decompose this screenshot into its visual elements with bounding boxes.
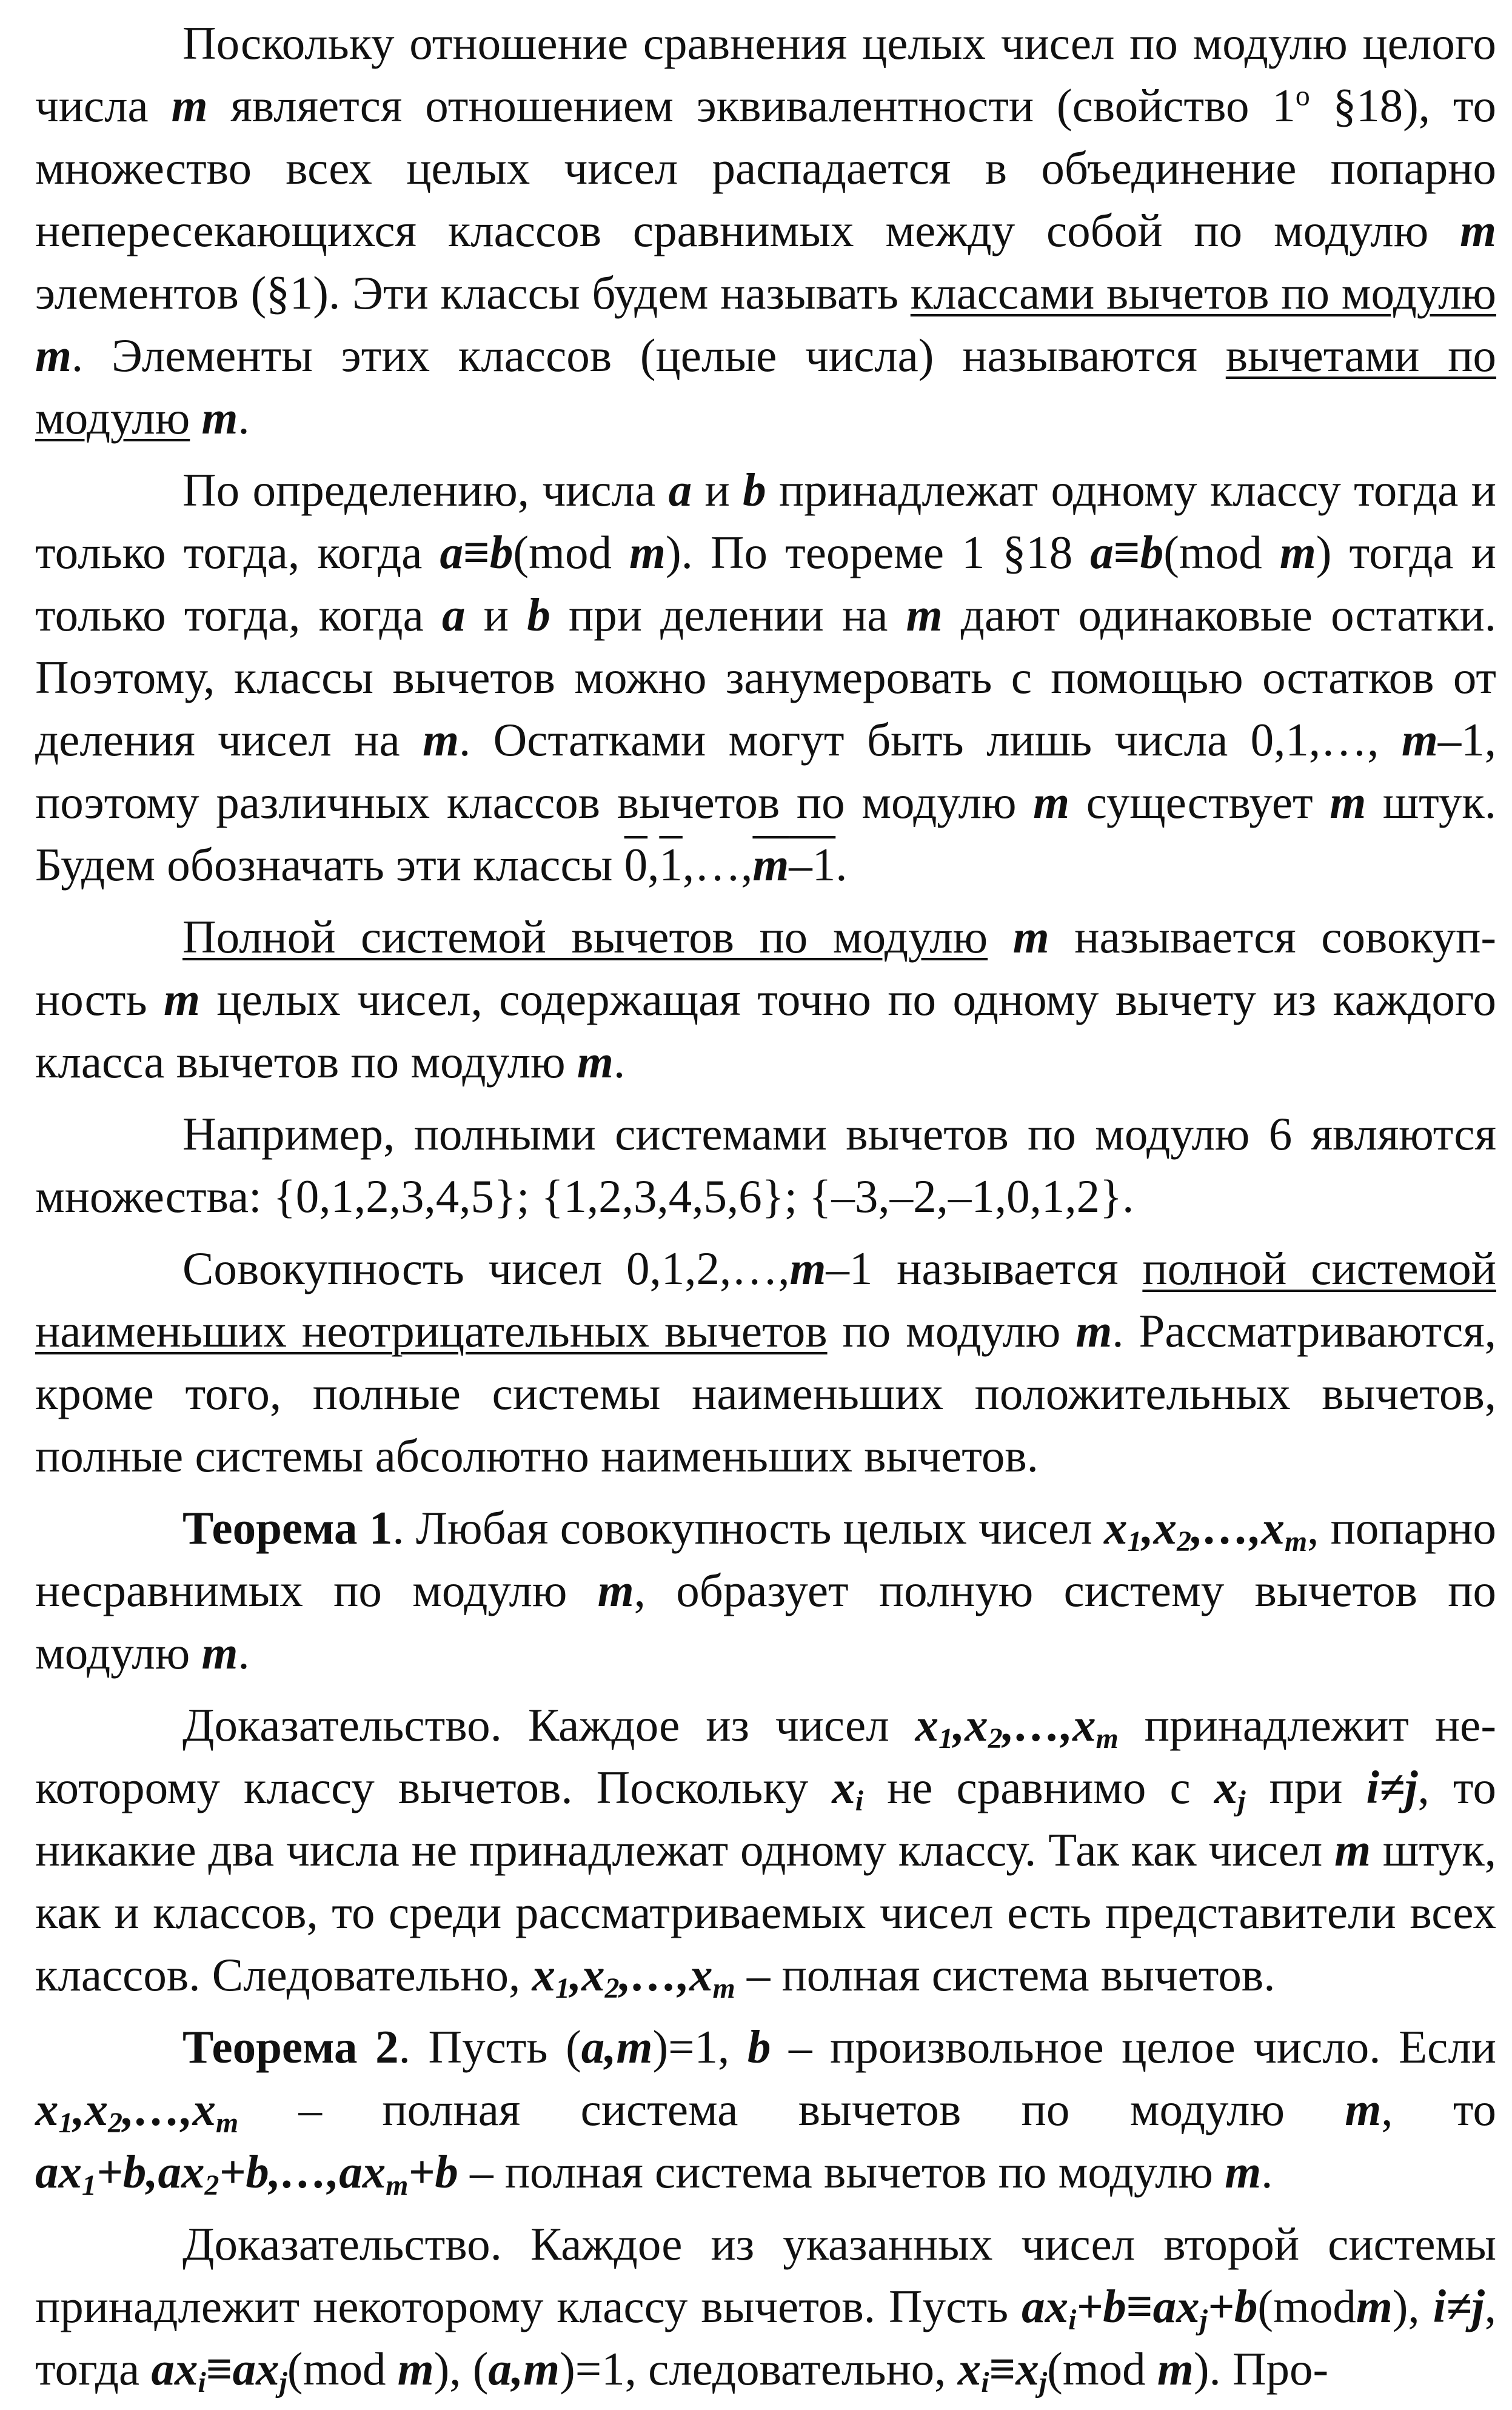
class-m-minus-one: m–1 — [752, 838, 836, 891]
paragraph-proof-1: Доказательство. Каждое из чисел $x_1,x_2,\dots,x_m$ принадлежит некоторому классу вычетов. Поскольку $x_i$ не сравнимо с $x_j$ при i≠j, то никакие два числа не принадлежат одному классу. Так как чисел m штук, как и классов, то среди рассматриваемых чисел есть представители всех классов. Следовательно, $x_1,x_2,\dots,x_m$ – полная система вычетов. — [35, 1699, 1496, 2004]
term-least-nonnegative: полной системой наименьших неотрицательных вычетов — [35, 1242, 1496, 1357]
paragraph-example: Например, полными системами вычетов по модулю 6 являются множества: {0,1,2,3,4,5}; {1,2,3,4,5,6}; {–3,–2,–1,0,1,2}. — [35, 1108, 1496, 1222]
term-complete-system: Полной системой вычетов по модулю — [182, 911, 988, 963]
paragraph-definition-remainders: По определению, числа a и b принадлежат одному классу тогда и только тогда, когда a≡b(mod m). По теореме 1 §18 a≡b(mod m) тогда и только тогда, когда a и b при делении на m дают одинаковые остатки. Поэтому, классы вычетов можно занумеровать с помощью остатков от деления чисел на m. Остатками могут быть лишь числа 0,1,…, m–1, поэтому различных классов вычетов по модулю m существует m штук. Будем обозначать эти классы 0,1,…,m–1. — [35, 464, 1497, 891]
paragraph-residue-classes: Поскольку отношение сравнения целых чисел по модулю целого числа m является отношением эквивалентности (свойство 1$^o$ §18), то множество всех целых чисел распадается в объединение попарно непересекающихся классов сравнимых между собой по модулю m элементов (§1). Эти классы будем называть классами вычетов по модулю m. Элементы этих классов (целые числа) называются вычетами по модулю m. — [35, 17, 1497, 444]
document-page — [35, 12, 1496, 2410]
paragraph-theorem-2: Теорема 2. Пусть (a,m)=1, b – произвольное целое число. Если $x_1,x_2,\dots,x_m$ – полная система вычетов по модулю m, то $ax_1+b,ax_2+b,\dots,ax_m+b$ – полная система вычетов по модулю m. — [35, 2021, 1497, 2201]
term-residues: вычетами по модулю — [35, 329, 1497, 444]
paragraph-complete-system-definition: Полной системой вычетов по модулю m называется совокупность m целых чисел, содержащая точно по одному вычету из каждого класса вычетов по модулю m. — [35, 911, 1496, 1088]
paragraph-least-residues: Совокупность чисел 0,1,2,…,m–1 называется полной системой наименьших неотрицательных вычетов по модулю m. Рассматриваются, кроме того, полные системы наименьших положительных вычетов, полные системы абсолютно наименьших вычетов. — [35, 1242, 1496, 1482]
paragraph-proof-2: Доказательство. Каждое из указанных чисел второй системы принадлежит некоторому классу вычетов. Пусть $ax_i+b\equiv ax_j+b(modm)$, i≠j, тогда $ax_i\equiv ax_j(mod$ m), (a,m)=1, следовательно, $x_i\equiv x_j(mod$ m). Про- — [35, 2218, 1496, 2398]
class-one: 1 — [659, 838, 683, 891]
term-residue-classes: классами вычетов по модулю — [910, 267, 1496, 319]
paragraph-theorem-1: Теорема 1. Любая совокупность целых чисел $x_1,x_2,\dots,x_m$, попарно несравнимых по модулю m, образует полную систему вычетов по модулю m. — [35, 1502, 1496, 1679]
class-zero: 0 — [624, 838, 648, 891]
theorem-2-label: Теорема 2 — [182, 2021, 399, 2073]
theorem-1-label: Теорема 1 — [182, 1502, 393, 1554]
